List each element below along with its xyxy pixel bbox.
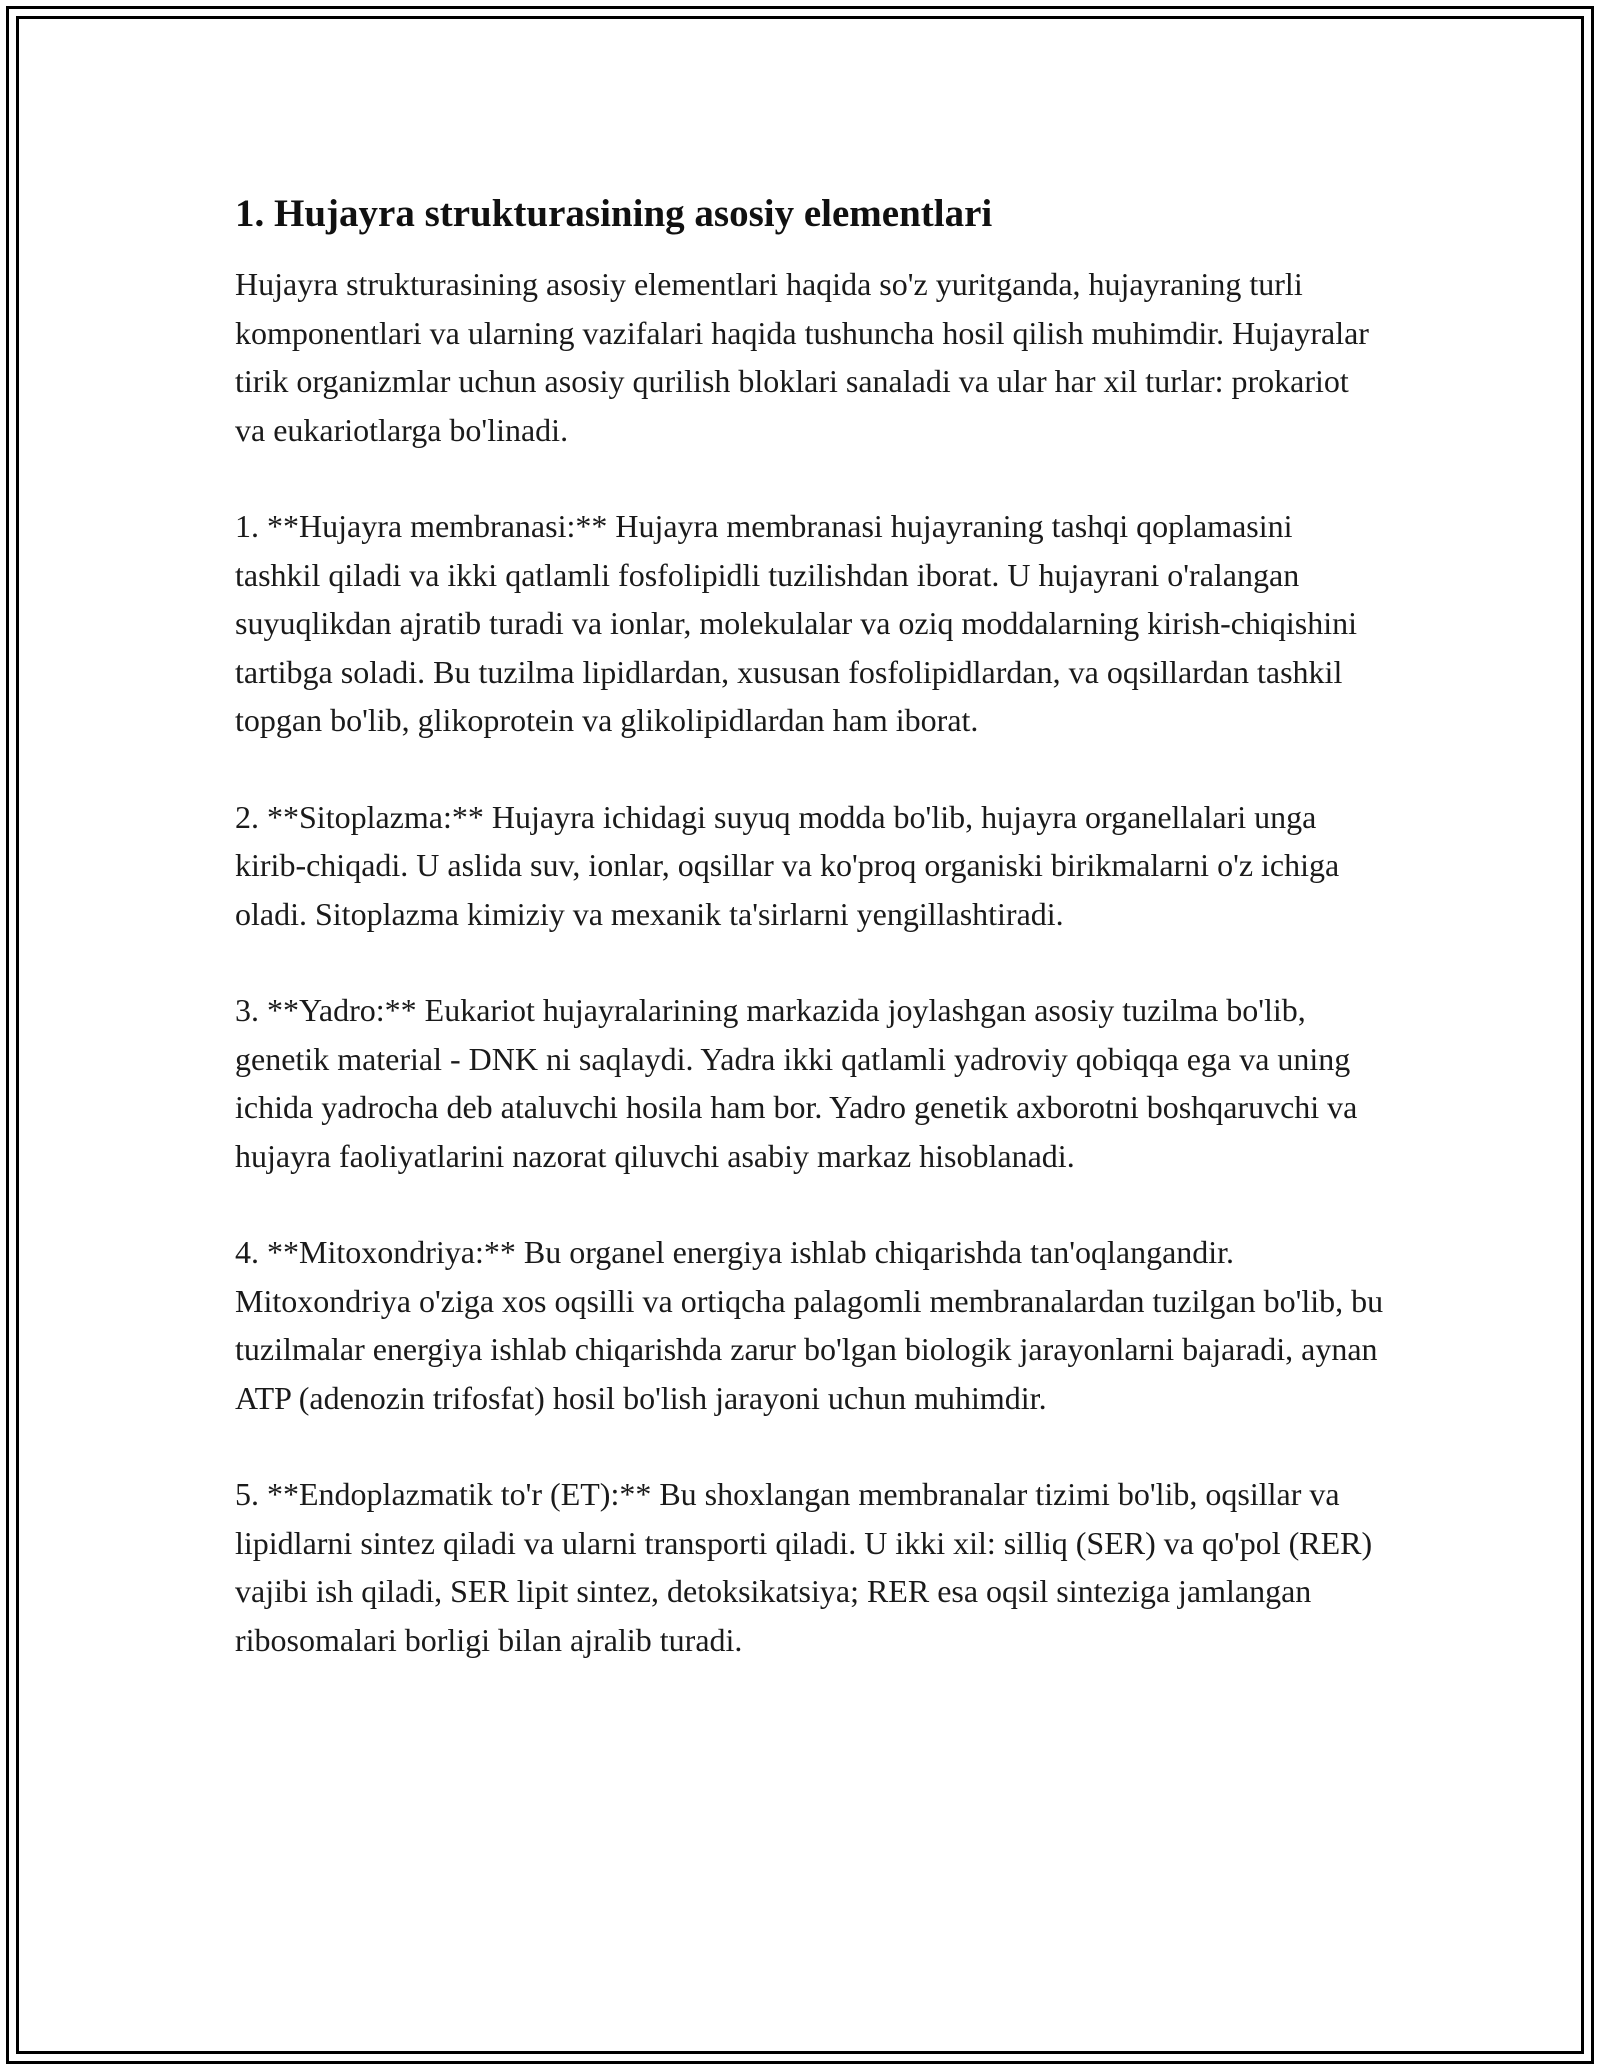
paragraph-cytoplasm: 2. **Sitoplazma:** Hujayra ichidagi suyuq modda bo'lib, hujayra organellalari unga kirib-chiqadi. U aslida suv, ionlar, oqsillar va ko'proq organiski birikmalarni o'z ichiga oladi. Sitoplazma kimiziy va mexanik ta'sirlarni yengillashtiradi. <box>235 798 1340 932</box>
document-body <box>235 188 1385 1712</box>
paragraph-endoplasmic-reticulum: 5. **Endoplazmatik to'r (ET):** Bu shoxlangan membranalar tizimi bo'lib, oqsillar va lipidlarni sintez qiladi va ularni transporti qiladi. U ikki xil: silliq (SER) va qo'pol (RER) vajibi ish qiladi, SER lipit sintez, detoksikatsiya; RER esa oqsil sinteziga jamlangan ribosomalari borligi bilan ajralib turadi. <box>235 1476 1373 1658</box>
paragraph-mitochondria: 4. **Mitoxondriya:** Bu organel energiya ishlab chiqarishda tan'oqlangandir. Mitoxondriya o'ziga xos oqsilli va ortiqcha palagomli membranalardan tuzilgan bo'lib, bu tuzilmalar energiya ishlab chiqarishda zarur bo'lgan biologik jarayonlarni bajaradi, aynan ATP (adenozin trifosfat) hosil bo'lish jarayoni uchun muhimdir. <box>235 1234 1384 1416</box>
intro-paragraph: Hujayra strukturasining asosiy elementlari haqida so'z yuritganda, hujayraning turli komponentlari va ularning vazifalari haqida tushuncha hosil qilish muhimdir. Hujayralar tirik organizmlar uchun asosiy qurilish bloklari sanaladi va ular har xil turlar: prokariot va eukariotlarga bo'linadi. <box>235 266 1369 448</box>
section-title: 1. Hujayra strukturasining asosiy elementlari <box>235 192 993 235</box>
paragraph-nucleus: 3. **Yadro:** Eukariot hujayralarining markazida joylashgan asosiy tuzilma bo'lib, genetik material - DNK ni saqlaydi. Yadra ikki qatlamli yadroviy qobiqqa ega va uning ichida yadrocha deb ataluvchi hosila ham bor. Yadro genetik axborotni boshqaruvchi va hujayra faoliyatlarini nazorat qiluvchi asabiy markaz hisoblanadi. <box>235 992 1358 1174</box>
paragraph-cell-membrane: 1. **Hujayra membranasi:** Hujayra membranasi hujayraning tashqi qoplamasini tashkil qiladi va ikki qatlamli fosfolipidli tuzilishdan iborat. U hujayrani o'ralangan suyuqlikdan ajratib turadi va ionlar, molekulalar va oziq moddalarning kirish-chiqishini tartibga soladi. Bu tuzilma lipidlardan, xususan fosfolipidlardan, va oqsillardan tashkil topgan bo'lib, glikoprotein va glikolipidlardan ham iborat. <box>235 508 1357 738</box>
